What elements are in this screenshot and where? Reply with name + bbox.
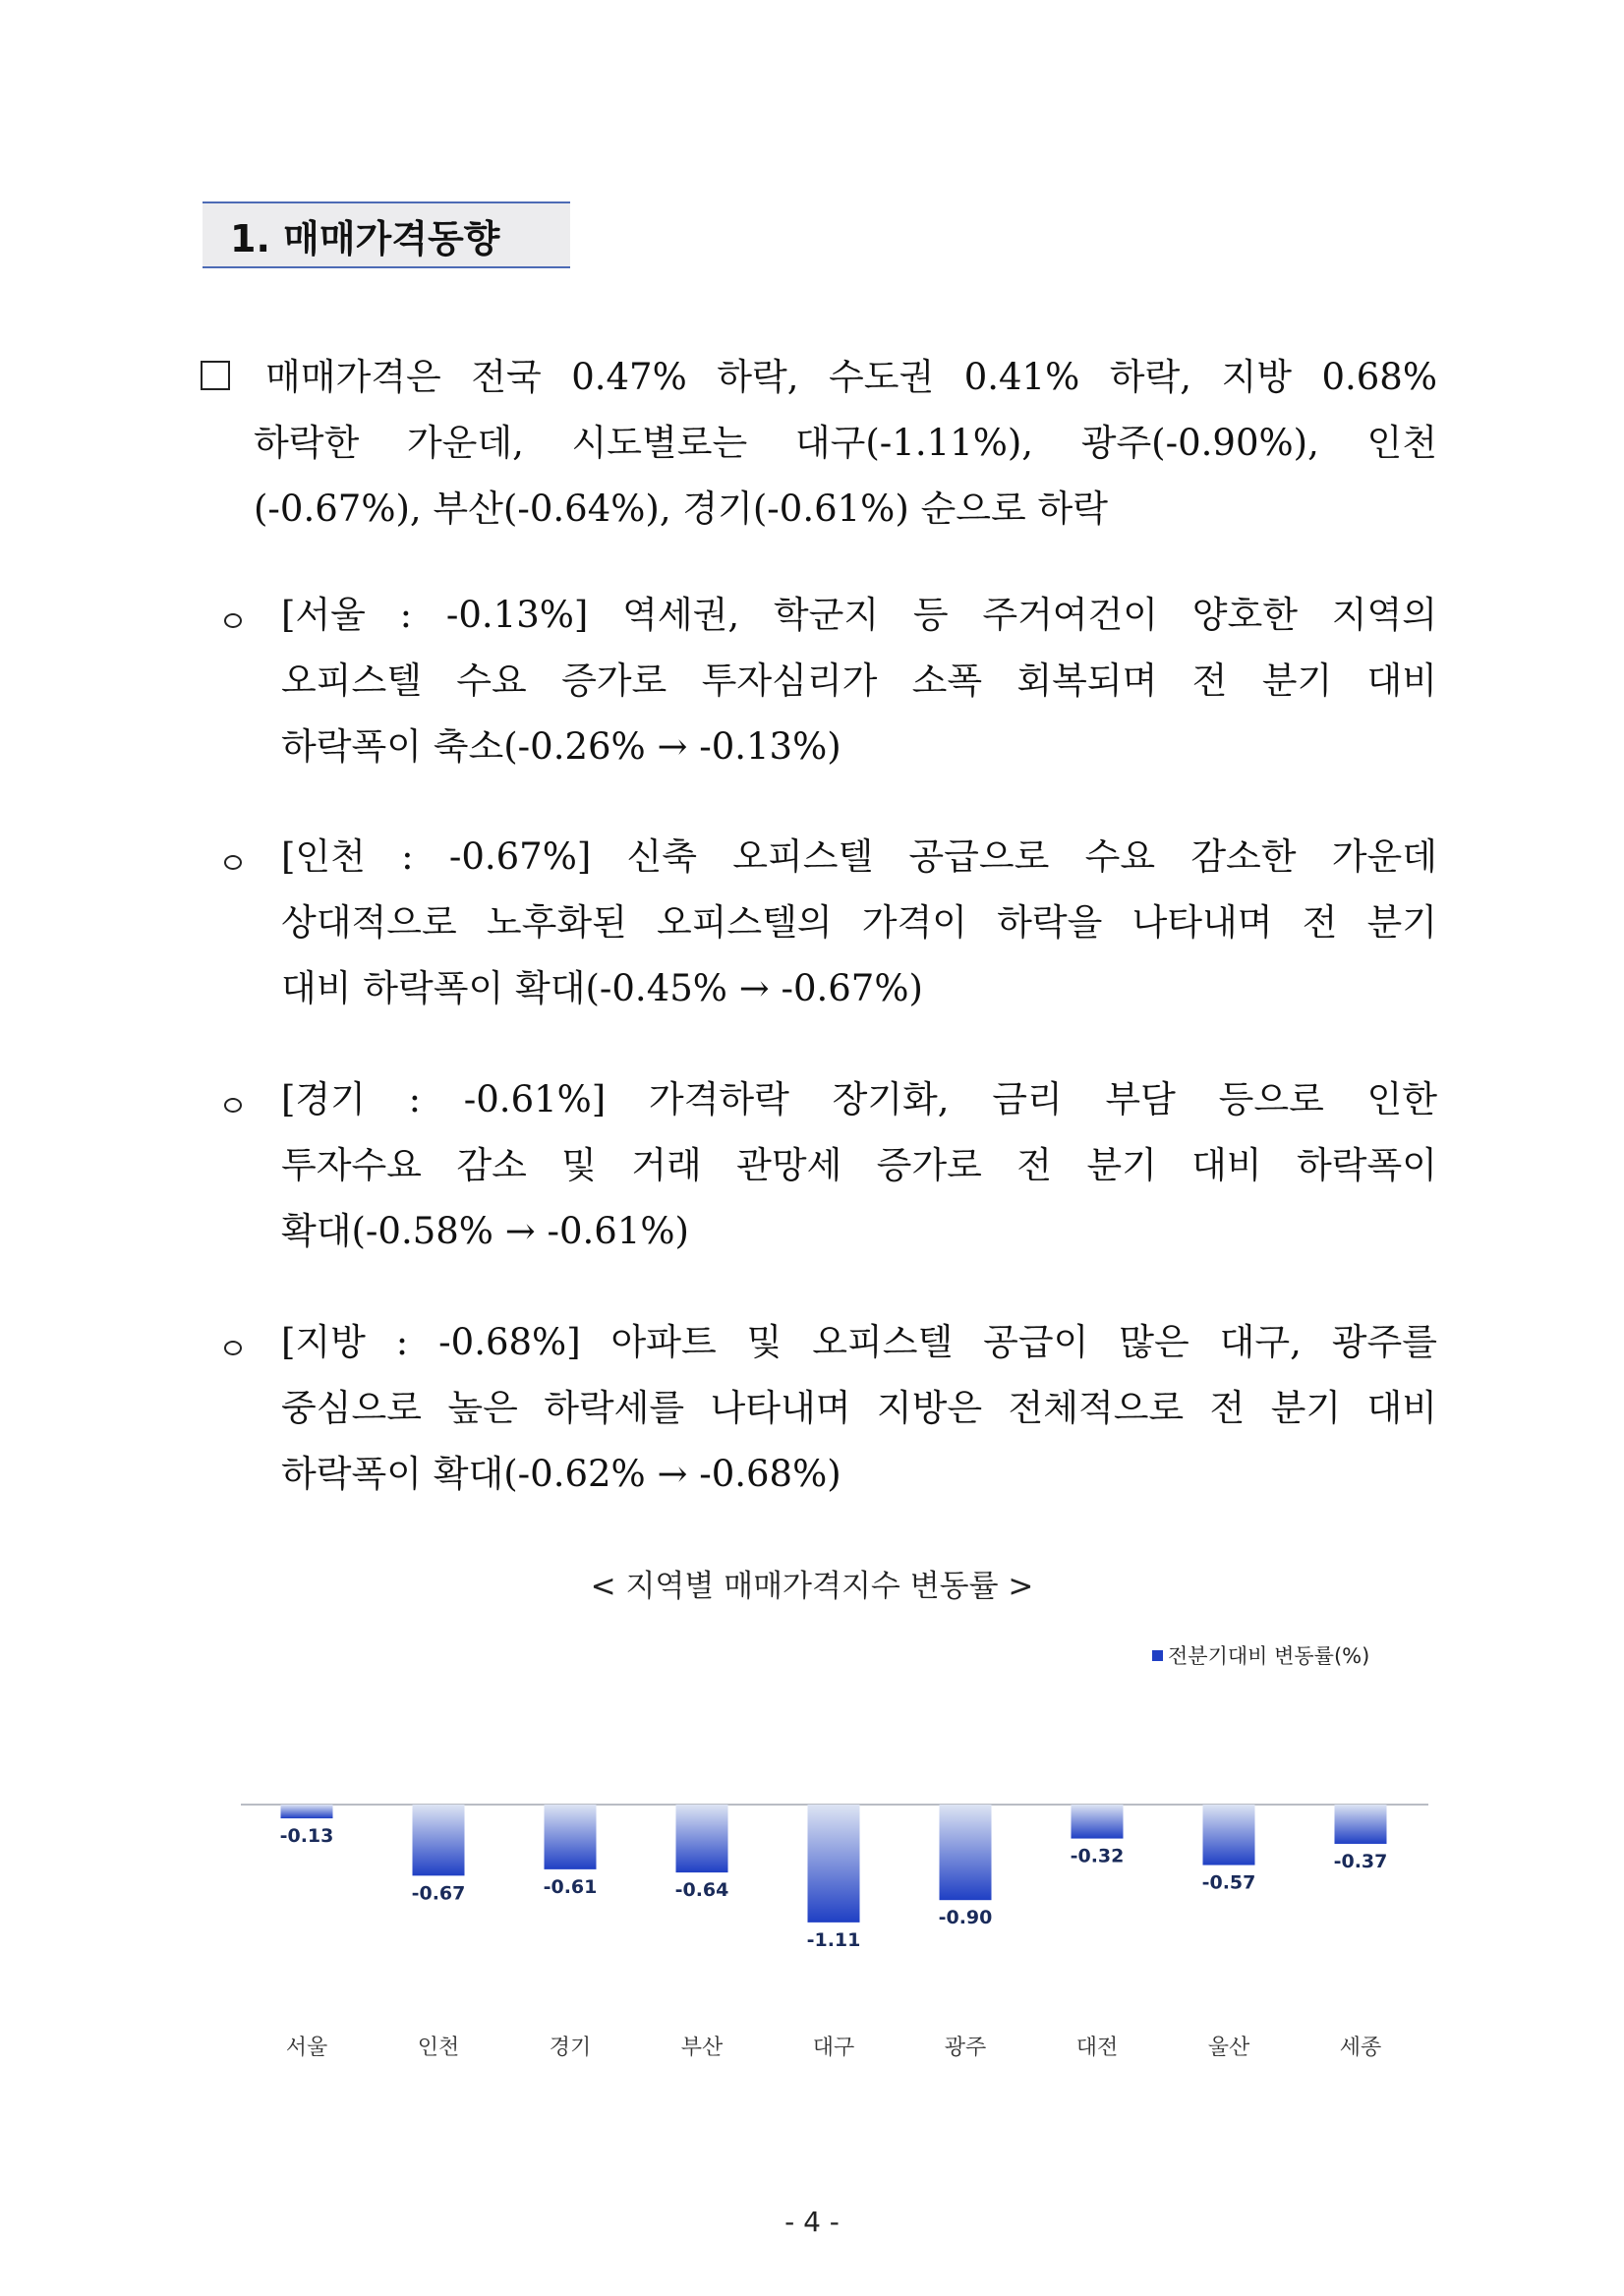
category-label: 세종 bbox=[1339, 2036, 1382, 2060]
chart-bar bbox=[1072, 1805, 1124, 1839]
bullet-line: 확대(-0.58% → -0.61%) bbox=[281, 1210, 689, 1252]
bar-value-label: -1.11 bbox=[806, 1928, 861, 1951]
category-label: 부산 bbox=[680, 2036, 724, 2060]
page-number: - 4 - bbox=[784, 2206, 840, 2238]
category-label: 대구 bbox=[812, 2036, 855, 2060]
bullet-line: 투자수요 감소 및 거래 관망세 증가로 전 분기 대비 하락폭이 bbox=[281, 1144, 1437, 1186]
section-title: 1. 매매가격동향 bbox=[203, 201, 570, 268]
bullet-line: 하락폭이 확대(-0.62% → -0.68%) bbox=[281, 1453, 841, 1495]
bullet-line: 오피스텔 수요 증가로 투자심리가 소폭 회복되며 전 분기 대비 bbox=[281, 660, 1437, 702]
category-label: 대전 bbox=[1075, 2036, 1119, 2060]
chart-bar bbox=[940, 1805, 992, 1900]
chart-bar bbox=[281, 1805, 333, 1818]
bullet-line: 대비 하락폭이 확대(-0.45% → -0.67%) bbox=[281, 967, 923, 1009]
bullet-line: [인천 : -0.67%] 신축 오피스텔 공급으로 수요 감소한 가운데 bbox=[281, 835, 1437, 878]
bullet-line: [경기 : -0.61%] 가격하락 장기화, 금리 부담 등으로 인한 bbox=[281, 1078, 1437, 1120]
category-label: 경기 bbox=[549, 2036, 592, 2060]
summary-line: (-0.67%), 부산(-0.64%), 경기(-0.61%) 순으로 하락 bbox=[254, 488, 1108, 530]
summary-line: 매매가격은 전국 0.47% 하락, 수도권 0.41% 하락, 지방 0.68% bbox=[265, 356, 1437, 398]
bar-value-label: -0.67 bbox=[411, 1882, 466, 1905]
category-label: 광주 bbox=[944, 2036, 987, 2060]
bar-value-label: -0.57 bbox=[1201, 1871, 1256, 1894]
legend-swatch bbox=[1152, 1650, 1163, 1661]
bullet-line: 하락폭이 축소(-0.26% → -0.13%) bbox=[281, 725, 841, 768]
category-label: 인천 bbox=[417, 2036, 460, 2060]
category-label: 서울 bbox=[285, 2036, 328, 2060]
bullet-line: [지방 : -0.68%] 아파트 및 오피스텔 공급이 많은 대구, 광주를 bbox=[281, 1321, 1437, 1363]
chart-bar bbox=[1335, 1805, 1387, 1844]
chart-bar bbox=[1203, 1805, 1255, 1866]
chart-bar bbox=[545, 1805, 597, 1869]
summary-line: 하락한 가운데, 시도별로는 대구(-1.11%), 광주(-0.90%), 인천 bbox=[254, 422, 1437, 464]
category-label: 울산 bbox=[1207, 2036, 1250, 2060]
bullet-line: [서울 : -0.13%] 역세권, 학군지 등 주거여건이 양호한 지역의 bbox=[281, 594, 1437, 636]
bar-value-label: -0.13 bbox=[279, 1825, 334, 1848]
chart-bar bbox=[808, 1805, 860, 1923]
chart-bar bbox=[676, 1805, 728, 1872]
legend-label: 전분기대비 변동률(%) bbox=[1168, 1644, 1370, 1668]
bar-value-label: -0.32 bbox=[1070, 1845, 1125, 1867]
bar-value-label: -0.90 bbox=[938, 1907, 993, 1929]
bar-value-label: -0.37 bbox=[1333, 1850, 1388, 1872]
bar-value-label: -0.64 bbox=[674, 1879, 729, 1902]
bullet-line: 상대적으로 노후화된 오피스텔의 가격이 하락을 나타내며 전 분기 bbox=[281, 901, 1437, 944]
bar-value-label: -0.61 bbox=[543, 1875, 598, 1898]
chart-bar bbox=[413, 1805, 465, 1875]
chart-title: < 지역별 매매가격지수 변동률 > bbox=[590, 1569, 1034, 1604]
bullet-line: 중심으로 높은 하락세를 나타내며 지방은 전체적으로 전 분기 대비 bbox=[281, 1387, 1437, 1429]
chart-legend bbox=[1152, 1644, 1369, 1668]
